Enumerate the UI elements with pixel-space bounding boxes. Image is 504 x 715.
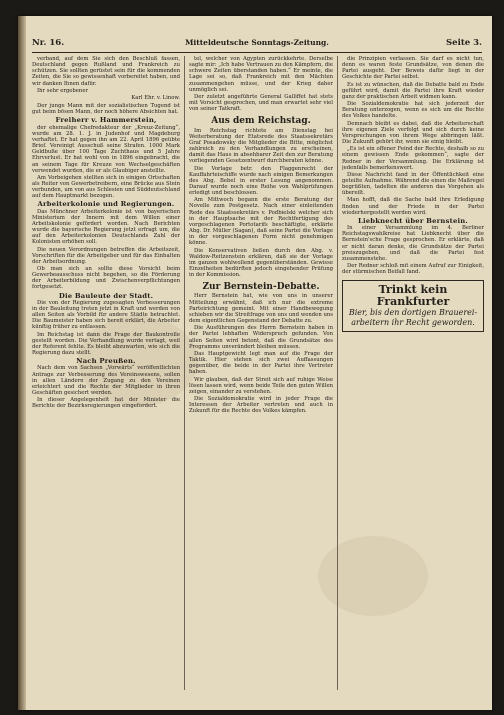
paragraph: In dieser Angelegenheit hat der Minister die Berichte der Bezirksregierungen eingefordert. [32,397,180,410]
paragraph: Die neuen Verordnungen betreffen die Arbeitszeit, Vorschriften für die Arbeitgeber und für das Einhalten der Arbeitsordnung. [32,246,180,265]
paragraph: Die Ausführungen des Herrn Bernstein haben in der Partei lebhaften Widerspruch gefunden. Von allen Seiten wird betont, daß die Grundsätze des Programms unverändert bleiben müssen. [189,325,333,350]
section-heading: Liebknecht über Bernstein. [358,216,468,225]
paragraph: Die Vorlage betr. den Flaggenrecht der Kauffahrteischiffe wurde nach einigen Bemerkungen des Abg. Bebel in erster Lesung angenommen. Darauf wurde noch eine Reihe von Wahlprüfungen erledigt und beschlossen. [189,165,333,197]
paragraph: „Es ist ein offener Feind der Rechte, deshalb so zu einem gewissen Ende gekommen“, sagte der Redner in der Versammlung. Die Erklärung ist jedenfalls bemerkenswert. [342,146,484,171]
issue-number: Nr. 16. [32,38,65,48]
header-rule [32,52,482,53]
page-number: Seite 3. [446,38,482,48]
paragraph: verband, auf dem Sie sich den Beschluß fassen, Deutschland gegen Rußland und Frankreich zu schützen. Sie sollten gerüstet sein für die kommenden Zeiten, die Sie so gewissenhaft vorbereitet haben, und wir danken Ihnen dafür. [32,56,180,87]
newspaper-page [18,16,492,710]
advertisement-box [342,280,484,332]
signature: Karl Ehr. v. Linow. [131,94,180,101]
paragraph: Im Reichstag richtete am Dienstag bei Weiterberatung der Etatsrede des Staatssekretärs Graf Posadowsky die Mitglieder die Bitte, möglichst zahlreich zu den Verhandlungen zu erscheinen, damit das Haus in absehbarer Zeit den zur Beratung vorliegenden Gesetzentwurf durchberaten könne. [189,127,333,165]
paragraph: Am Mittwoch begann die erste Beratung der Novelle zum Postgesetz. Nach einer einleitenden Rede des Staatssekretärs v. Podbielski welcher sich in der Hauptsache mit der Rechtfertigung des vorgeschlagenen Portotarifs beschäftigte, erklärte Abg. Dr. Müller (Sagan), daß seine Partei die Vorlage in der vorgeschlagenen Form nicht genehmigen könne. [189,197,333,247]
paragraph: Herr Bernstein hat, wie von uns in unserer Mitteilung erwähnt, daß ich nur die extreme Parteirichtung gemeint. Mit einer Handbewegung schieben wir die Streitfrage von uns und wenden uns dem eigentlichen Gegenstand der Debatte zu. [189,293,333,325]
newspaper-title: Mitteldeutsche Sonntags-Zeitung. [185,38,329,47]
paragraph: Es ist zu wünschen, daß die Debatte bald zu Ende geführt wird, damit die Partei ihre Kraft wieder ganz der praktischen Arbeit widmen kann. [342,81,484,100]
paragraph: Die von der Regierung zugesagten Verbesserungen in der Bauleitung treten jetzt in Kraft und werden von allen Seiten als Vorbild für andere Städte betrachtet. Die Baumeister haben sich bereit erklärt, die Arbeiter künftig früher zu entlassen. [32,299,180,331]
paragraph: Das Hauptgewicht legt man auf die Frage der Taktik. Hier stehen sich zwei Auffassungen gegenüber, die beide in der Partei ihre Vertreter haben. [189,350,333,376]
paragraph: Die Konservativen ließen durch den Abg. v. Waldow-Reitzenstein erklären, daß sie der Vorlage im ganzen wohlwollend gegenüberständen. Gewisse Einzelheiten bedürften jedoch eingehender Prüfung in der Kommission. [189,247,333,279]
section-heading: Nach Preußen. [76,357,136,366]
section-heading: Die Bauleute der Stadt. [58,291,154,300]
paragraph: Im Reichstag ist dann die Frage der Baukontrolle gestellt worden. Die Verhandlung wurde vertagt, weil der Referent fehlte. Es bleibt abzuwarten, wie sich die Regierung dazu stellt. [32,331,180,357]
paragraph: Demnach bleibt es dabei, daß die Arbeiterschaft ihre eigenen Ziele verfolgt und sich durch keine Versprechungen von ihrem Wege abbringen läßt. Die Zukunft gehört ihr, wenn sie einig bleibt. [342,120,484,146]
paragraph: Am Vorbeigehen stellten sich in einigen Ortschaften als Reiter von Gewerbetreibern, eine Brücke aus Stein verbunden, um von aus Schlesien und Süddeutschland auf dem Hauptmarkt bezogen. [32,174,180,200]
section-heading: Zur Bernstein-Debatte. [202,282,320,293]
paragraph: Wir glauben, daß der Streit sich auf ruhige Weise lösen lassen wird, wenn beide Teile den guten Willen zeigen, einander zu verstehen. [189,376,333,395]
paragraph: Die Sozialdemokratie wird in jeder Frage die Interessen der Arbeiter vertreten und auch in Zukunft für die Rechte des Volkes kämpfen. [189,395,333,415]
page-spine [18,16,26,710]
paragraph: die Prinzipien verlassen. Sie darf es nicht tun, denn es waren feste Grundsätze, von denen die Partei ausgeht. Der Beweis dafür liegt in der Geschichte der Partei selbst. [342,56,484,81]
paragraph: Ihr sehr ergebener [37,87,88,94]
paragraph: Die Sozialdemokratie hat sich jederzeit der Beratung unterzogen, wenn es sich um die Rechte des Volkes handelte. [342,101,484,120]
paragraph: Das Münchner Arbeiterkolonie ist von bayerischen Ministerium der Innern mit dem Willen einer Arbeitskolonie gefördert worden. Nach Berichten wurde die bayerische Regierung jetzt erfragt um, die auf den Arbeiterkolonien Deutschlands Zahl der Kolonisten erhöhen soll. [32,208,180,246]
column-divider [184,56,185,690]
paragraph: der ehemalige Chefredakteur der „Kreuz-Zeitung“, wurde am 28. 1. J. in Judenhof und Magdeburg verhaftet. Er hat gegen ihn am 22. April 1896 geübte Brief. Vereinigt Ausschuß seine Strafen. 1000 Mark Geldbuße über 100 Tage Zuchthaus und 5 Jahre Ehrverlust. Er hat wohl von in 1896 eingebracht, die an seinem Tage für Kreuze von Wechselgeschäften verwendet wurden, die er als Glaubiger anstellte. [32,124,180,174]
paragraph: Der junge Mann mit der sozialistischen Tugend ist gut beim bösen Mann, der noch höhere Absichten hat. [32,103,180,116]
column-1 [32,56,180,690]
section-heading: Aus dem Reichstag. [211,116,311,127]
paragraph: Der zuletzt angeführte General Galliffet hat stets mit Vorsicht gesprochen, und man erwartet sehr viel von seiner Tatkraft. [189,93,333,113]
section-heading: Arbeiterkolonie und Regierungen. [37,200,175,209]
paragraph: Man hofft, daß die Sache bald ihre Erledigung finden und der Friede in der Partei wiederhergestellt werden wird. [342,197,484,216]
column-3 [342,56,484,690]
paragraph: Nach dem von Sachsen „Vorwärts“ veröffentlichten Antrage zur Verbesserung des Vereinswesens, sollen in allen Ländern der Zugang zu den Vereinen erleichtert und die Rechte der Mitglieder in ihren Geschäften gesichert werden. [32,365,180,396]
column-divider [337,56,338,690]
paragraph: Der Redner schloß mit einem Aufruf zur Einigkeit, der stürmischen Beifall fand. [342,263,484,276]
ad-subtitle: arbeitern ihr Recht geworden. [351,318,475,328]
paragraph: tel, welcher von Ägypten zurückkehrte. Derselbe sagte mir: „Ich habe Vertrauen zu den Kämpfern, die schwere Zeiten überstanden haben.“ Er meinte, die Lage sei so, daß Frankreich mit den Mächten zusammengehen müsse, und der Krieg daher unmöglich sei. [189,56,333,93]
section-heading: Freiherr v. Hammerstein, [55,116,157,125]
ad-title: Trinkt kein Frankfurter [376,283,450,309]
paragraph: In einer Versammlung im 4. Berliner Reichstagswahlkreise hat Liebknecht über die Bernstein'sche Frage gesprochen. Er erklärte, daß er nicht daran denke, die Grundsätze der Partei preiszugeben, und daß die Partei fest zusammenstehe. [342,225,484,262]
paragraph: Diese Nachricht fand in der Öffentlichkeit eine geteilte Aufnahme. Während die einen die Maßregel begrüßten, tadelten die anderen das Vorgehen als übereilt. [342,171,484,197]
page-header [32,38,482,50]
ad-subtitle: Bier, bis den dortigen Brauerei- [348,308,478,318]
column-2 [189,56,333,690]
paragraph: Ob man sich an sollte diese Vorsicht beim Gewerbeausschuss nicht begehen, so die Förderung der Arbeiterbildung und Zwischenverpflichtungen fortgesetzt. [32,266,180,291]
